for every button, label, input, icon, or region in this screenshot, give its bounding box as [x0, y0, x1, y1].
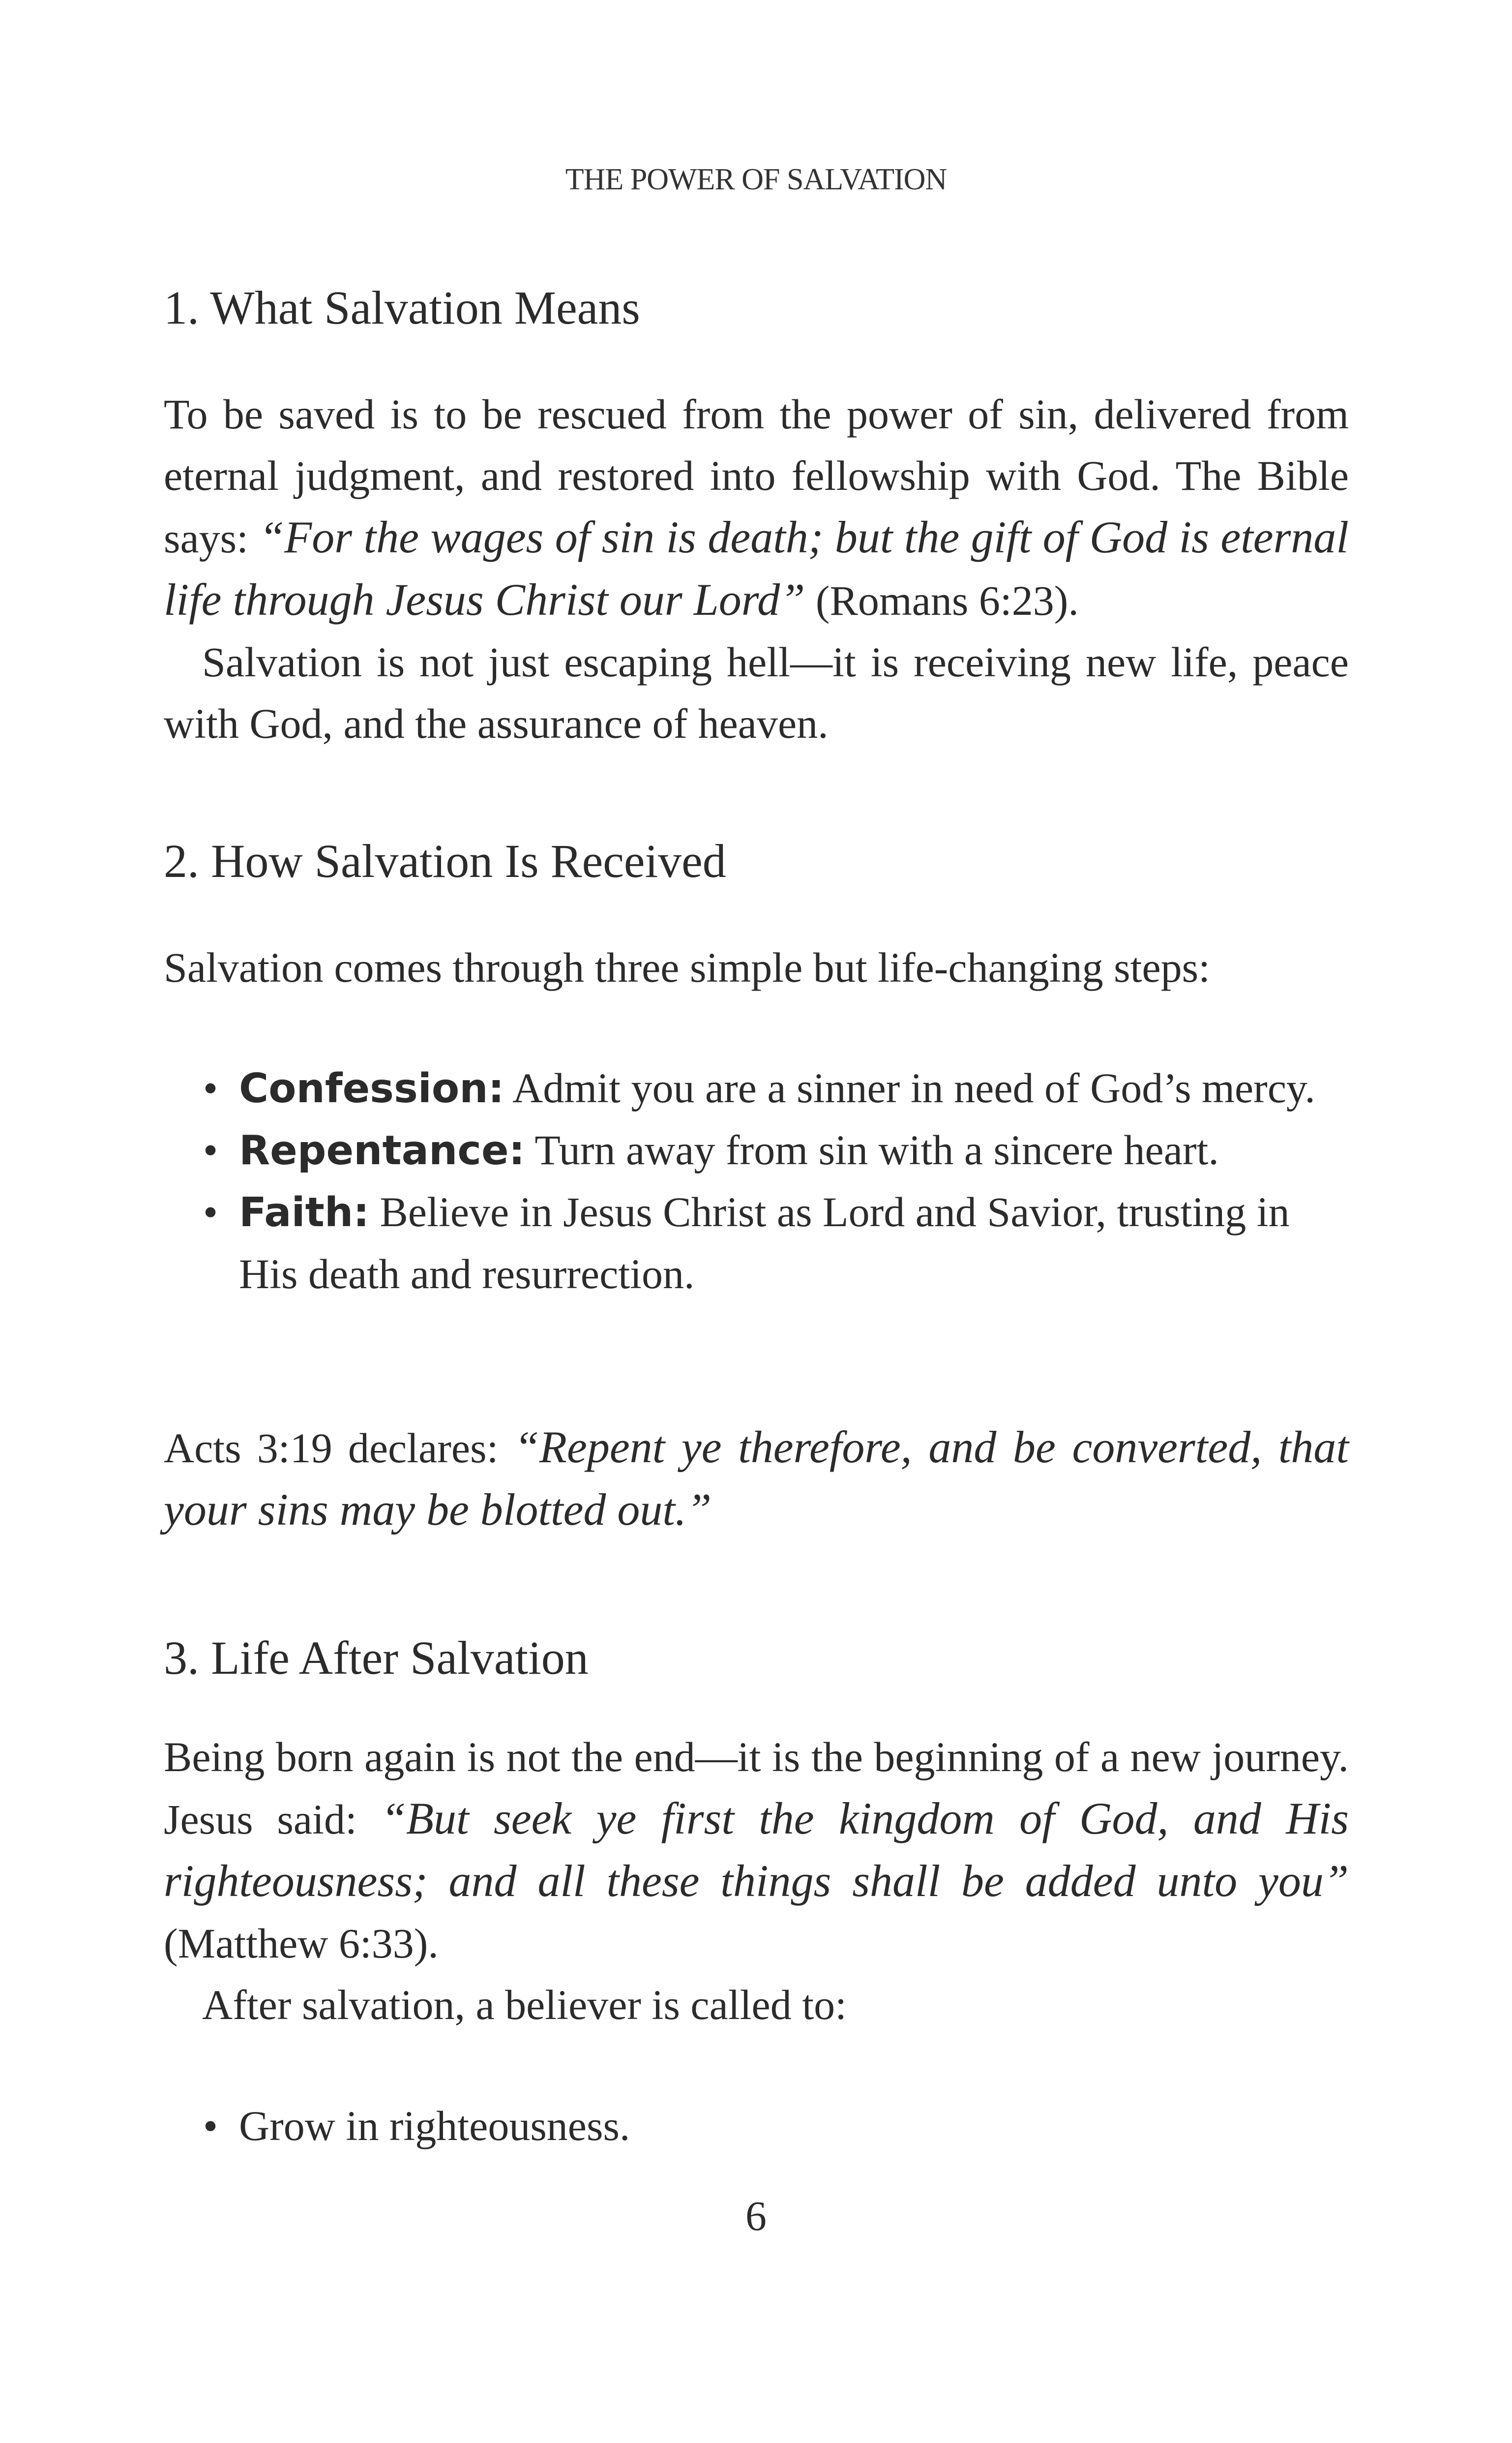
calling-list	[164, 2095, 1349, 2157]
paragraph-text: To be saved is to be rescued from the power of sin, delivered from eternal judgment, and restored into fellowship with God. The Bible says:	[164, 391, 1349, 562]
section-heading-life-after-salvation: 3. Life After Salvation	[164, 1631, 589, 1684]
page-number: 6	[745, 2192, 767, 2239]
section-body-what-salvation-means	[164, 384, 1349, 754]
list-item	[164, 1119, 1349, 1181]
section-heading-how-salvation-is-received: 2. How Salvation Is Received	[164, 835, 726, 887]
step-text: Admit you are a sinner in need of God’s mercy.	[504, 1064, 1315, 1112]
scripture-reference: (Romans 6:23).	[805, 577, 1079, 624]
step-text: Turn away from sin with a sincere heart.	[525, 1126, 1219, 1174]
paragraph: Salvation is not just escaping hell—it is receiving new life, peace with God, and the assurance of heaven.	[164, 638, 1349, 747]
paragraph	[164, 1726, 1349, 1974]
bullet-icon: •	[203, 1064, 218, 1112]
scripture-quote: “For the wages of sin is death; but the gift of God is eternal life through Jesus Christ our Lord”	[164, 512, 1349, 625]
bullet-icon: •	[203, 1126, 218, 1174]
list-item	[164, 1181, 1349, 1305]
acts-verse	[164, 1417, 1349, 1541]
running-head: THE POWER OF SALVATION	[565, 163, 947, 196]
paragraph: Salvation comes through three simple but life-changing steps:	[164, 944, 1211, 991]
steps-list	[164, 1057, 1349, 1305]
list-item-text: Grow in righteousness.	[239, 2102, 630, 2149]
paragraph-text: Acts 3:19 declares:	[164, 1424, 514, 1472]
paragraph: After salvation, a believer is called to:	[202, 1981, 847, 2028]
bullet-icon: •	[203, 2102, 218, 2149]
scripture-quote: “But seek ye first the kingdom of God, and His righteousness; and all these things shall be added unto you”	[164, 1793, 1349, 1906]
section-body-life-after-salvation	[164, 1726, 1349, 2036]
section-intro	[164, 937, 1349, 998]
scripture-reference: (Matthew 6:33).	[164, 1920, 439, 1967]
list-item	[164, 1057, 1349, 1119]
paragraph	[164, 384, 1349, 632]
section-heading-what-salvation-means: 1. What Salvation Means	[164, 281, 640, 334]
paragraph-text: Being born again is not the end—it is the beginning of a new journey. Jesus said:	[164, 1733, 1349, 1843]
paragraph	[164, 1417, 1349, 1541]
step-term: Faith:	[239, 1189, 370, 1236]
scripture-quote: “Repent ye therefore, and be converted, that your sins may be blotted out.”	[164, 1422, 1349, 1535]
list-item	[164, 2095, 1349, 2157]
step-text: Believe in Jesus Christ as Lord and Savior, trusting in His death and resurrection.	[239, 1188, 1290, 1297]
step-term: Confession:	[239, 1065, 504, 1112]
step-term: Repentance:	[239, 1127, 525, 1174]
bullet-icon: •	[203, 1188, 218, 1236]
